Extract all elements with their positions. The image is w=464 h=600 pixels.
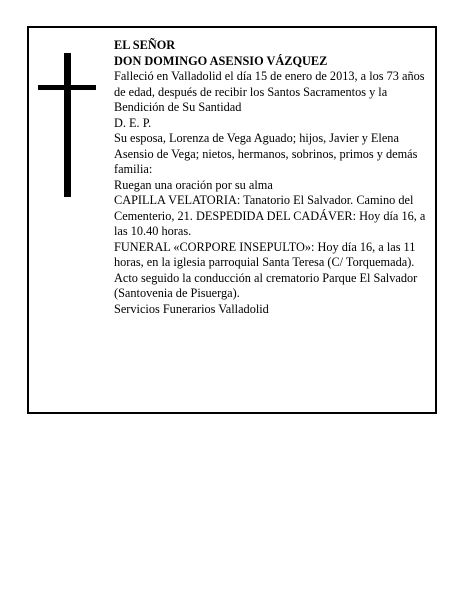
deceased-name: DON DOMINGO ASENSIO VÁZQUEZ xyxy=(114,53,328,68)
latin-cross-icon xyxy=(64,53,71,197)
funeral-services-provider: Servicios Funerarios Valladolid xyxy=(114,301,269,316)
funeral-details: FUNERAL «CORPORE INSEPULTO»: Hoy día 16, a las 11 horas, en la iglesia parroquial Santa Teresa (C/ Torquemada). Acto seguido la conducción al crematorio Parque El Salvador (Santovenia de Pisuerga). xyxy=(114,239,418,300)
death-details: Falleció en Valladolid el día 15 de enero de 2013, a los 73 años de edad, después de recibir los Santos Sacramentos y la Bendición de Su Santidad xyxy=(114,69,425,114)
latin-cross-icon-crossbar xyxy=(38,85,96,90)
obituary-text xyxy=(114,38,426,317)
family-list: Su esposa, Lorenza de Vega Aguado; hijos, Javier y Elena Asensio de Vega; nietos, hermanos, sobrinos, primos y demás familia: xyxy=(114,131,418,176)
rip-line: D. E. P. xyxy=(114,115,152,130)
prayer-request: Ruegan una oración por su alma xyxy=(114,177,273,192)
chapel-details: CAPILLA VELATORIA: Tanatorio El Salvador. Camino del Cementerio, 21. DESPEDIDA DEL CADÁVER: Hoy día 16, a las 10.40 horas. xyxy=(114,193,426,238)
heading-title: EL SEÑOR xyxy=(114,38,176,52)
